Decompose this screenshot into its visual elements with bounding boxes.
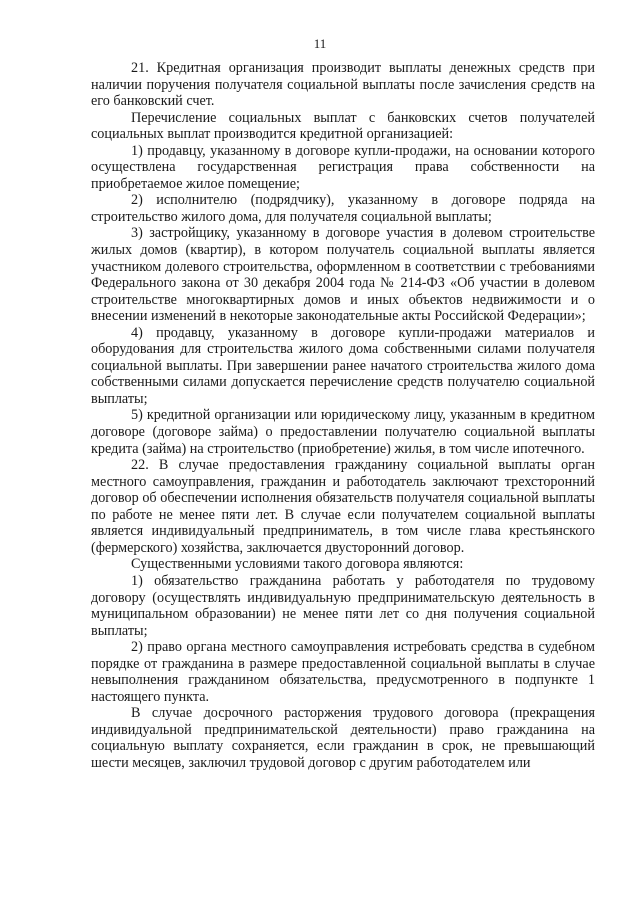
paragraph: 22. В случае предоставления гражданину социальной выплаты орган местного самоуправления, гражданин и работодатель заключают трехсторонний договор об обеспечении исполнения обязательств получателя социальной выплаты по работе не менее пяти лет. В случае если получателем социальной выплаты является индивидуальный предприниматель, в том числе глава крестьянского (фермерского) хозяйства, заключается двусторонний договор. xyxy=(91,457,595,556)
paragraph: 1) обязательство гражданина работать у работодателя по трудовому договору (осуществлять индивидуальную предпринимательскую деятельность в муниципальном образовании) не менее пяти лет со дня получения социальной выплаты; xyxy=(91,572,595,639)
paragraph: 21. Кредитная организация производит выплаты денежных средств при наличии поручения получателя социальной выплаты после зачисления средств на его банковский счет. xyxy=(91,60,595,110)
paragraph: 2) право органа местного самоуправления истребовать средства в судебном порядке от гражданина в размере предоставленной социальной выплаты в случае невыполнения гражданином обязательства, предусмотренного в подпункте 1 настоящего пункта. xyxy=(91,639,595,705)
paragraph: 5) кредитной организации или юридическому лицу, указанным в кредитном договоре (договоре займа) о предоставлении получателю социальной выплаты кредита (займа) на строительство (приобретение) жилья, в том числе ипотечного. xyxy=(91,407,595,457)
paragraph: 2) исполнителю (подрядчику), указанному в договоре подряда на строительство жилого дома, для получателя социальной выплаты; xyxy=(91,192,595,225)
paragraph: Перечисление социальных выплат с банковских счетов получателей социальных выплат производится кредитной организацией: xyxy=(91,109,595,143)
paragraph: Существенными условиями такого договора являются: xyxy=(131,556,464,573)
page-number: 11 xyxy=(313,36,327,51)
paragraph: 1) продавцу, указанному в договоре купли-продажи, на основании которого осуществлена государственная регистрация права собственности на приобретаемое жилое помещение; xyxy=(91,142,595,192)
paragraph: 3) застройщику, указанному в договоре участия в долевом строительстве жилых домов (квартир), в котором получатель социальной выплаты является участником долевого строительства, оформленном в соответствии с требованиями Федерального закона от 30 декабря 2004 года № 214-ФЗ «Об участии в долевом строительстве многоквартирных домов и иных объектов недвижимости и о внесении изменений в некоторые законодательные акты Российской Федерации»; xyxy=(91,225,595,325)
paragraph: В случае досрочного расторжения трудового договора (прекращения индивидуальной предпринимательской деятельности) право гражданина на социальную выплату сохраняется, если гражданин в срок, не превышающий шести месяцев, заключил трудовой договор с другим работодателем или xyxy=(91,705,595,771)
paragraph: 4) продавцу, указанному в договоре купли-продажи материалов и оборудования для строительства жилого дома собственными силами получателя социальной выплаты. При завершении ранее начатого строительства жилого дома собственными силами допускается перечисление средств получателю социальной выплаты; xyxy=(91,324,595,407)
document-body xyxy=(91,60,595,772)
